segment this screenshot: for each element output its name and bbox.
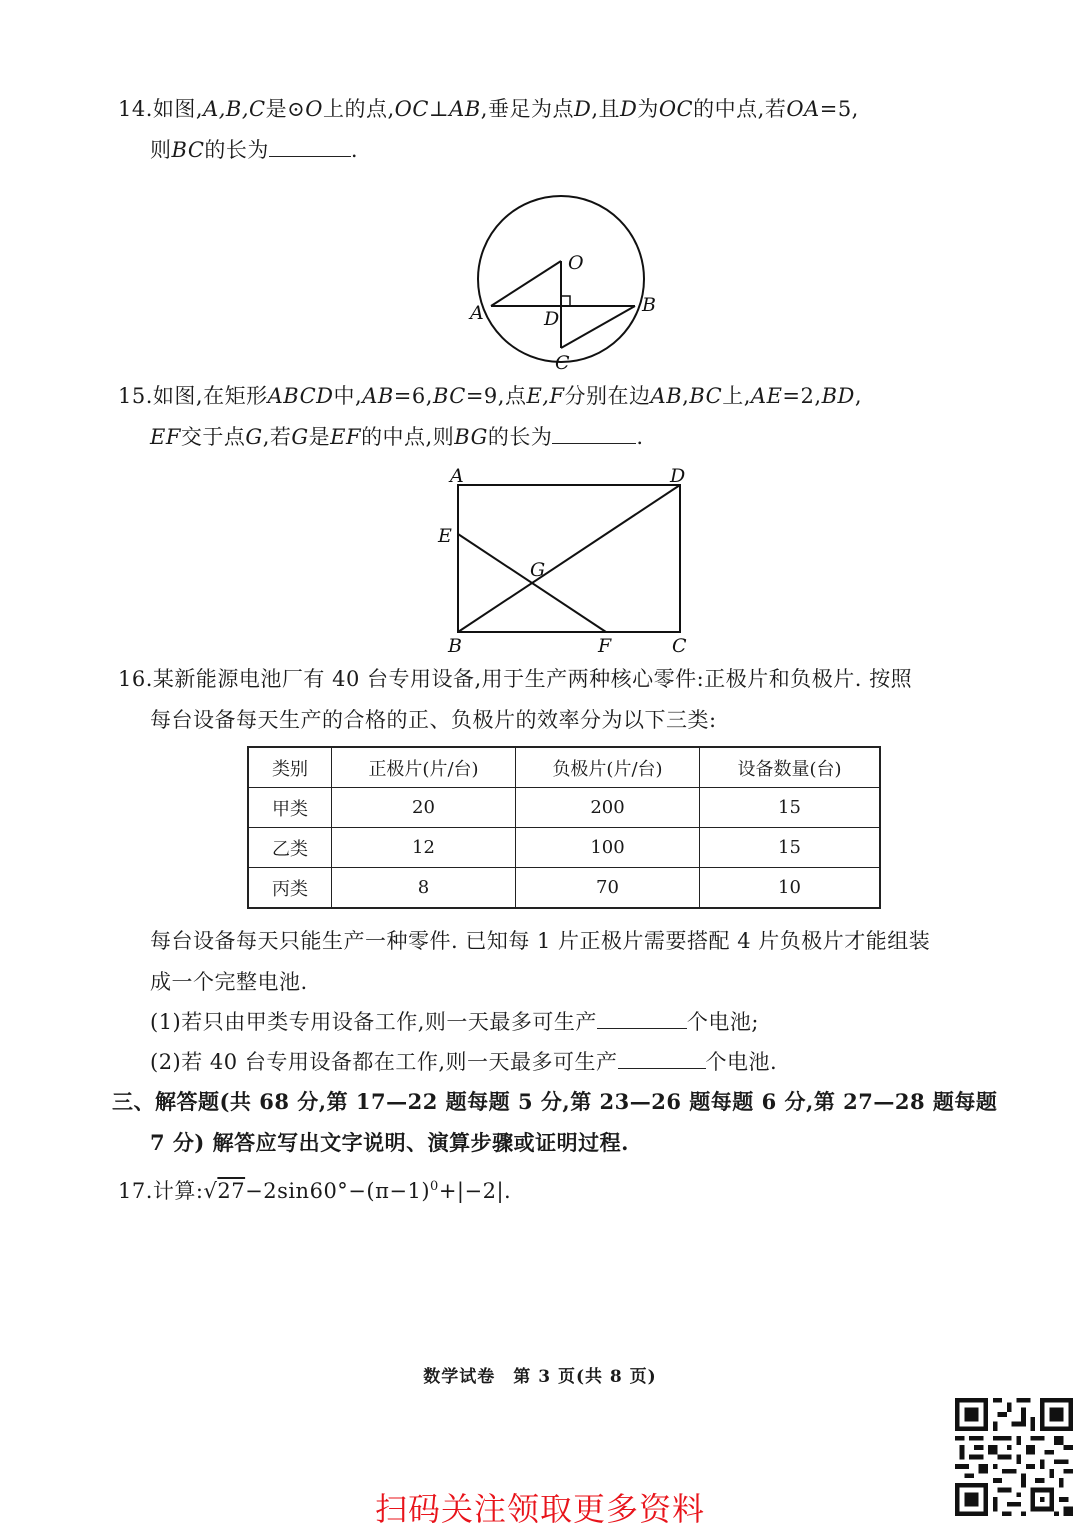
q16-line-2: 每台设备每天生产的合格的正、负极片的效率分为以下三类: <box>150 708 717 732</box>
q14-circle-figure <box>460 180 680 380</box>
q16-sub1-answer-blank[interactable] <box>597 1008 687 1029</box>
efficiency-table <box>247 746 881 909</box>
q14-line-1: 14.如图,A,B,C是⊙O上的点,OC⊥AB,垂足为点D,且D为OC的中点,若OA=5, <box>118 97 859 121</box>
header-cell: 类别 <box>248 747 332 788</box>
label-c: C <box>555 352 570 374</box>
table-cell: 12 <box>332 828 516 868</box>
table-row <box>248 788 880 828</box>
table-cell: 乙类 <box>248 828 332 868</box>
table-cell: 15 <box>700 828 881 868</box>
q16-line-4: 成一个完整电池. <box>150 970 308 994</box>
table-cell: 8 <box>332 868 516 909</box>
q16-sub-2: (2)若 40 台专用设备都在工作,则一天最多可生产 个电池. <box>150 1050 778 1074</box>
q14-answer-blank[interactable] <box>269 136 351 157</box>
sqrt-sign-icon: √ <box>203 1179 218 1203</box>
section-3-heading: 三、解答题(共 68 分,第 17—22 题每题 5 分,第 23—26 题每题 6 分,第 27—28 题每题 <box>112 1089 998 1114</box>
section-3-instructions: 7 分) 解答应写出文字说明、演算步骤或证明过程. <box>150 1130 629 1155</box>
segment-oa <box>491 261 561 306</box>
q15-rectangle-figure <box>430 460 700 660</box>
promo-text: 扫码关注领取更多资料 <box>374 1490 705 1528</box>
q14-number: 14. <box>118 97 153 121</box>
label-a: A <box>470 302 484 324</box>
q16-line-3: 每台设备每天只能生产一种零件. 已知每 1 片正极片需要搭配 4 片负极片才能组装 <box>150 929 931 953</box>
label-d: D <box>544 308 560 330</box>
segment-bc <box>561 306 635 348</box>
label-a: A <box>450 465 464 487</box>
q16-number: 16. <box>118 667 153 691</box>
q14-line-2: 则BC的长为 . <box>150 138 359 162</box>
q17-line: 17.计算$:√27-2\sin 60^\circ-(\pi-1)^0+|-2|$. <box>118 1179 512 1203</box>
label-d: D <box>670 465 686 487</box>
table-cell: 10 <box>700 868 881 909</box>
table-cell: 200 <box>516 788 700 828</box>
diagonal-bd <box>458 485 680 632</box>
q17-number: 17. <box>118 1179 153 1203</box>
label-g: G <box>530 559 546 581</box>
q15-answer-blank[interactable] <box>552 423 636 444</box>
page-footer: 数学试卷 第 3 页(共 8 页) <box>423 1367 657 1387</box>
right-angle-mark <box>561 296 570 306</box>
table-header-row <box>248 747 880 788</box>
label-b: B <box>448 635 462 657</box>
label-f: F <box>598 635 612 657</box>
table-cell: 70 <box>516 868 700 909</box>
header-cell: 负极片(片/台) <box>516 747 700 788</box>
label-o: O <box>568 252 584 274</box>
table-row <box>248 868 880 909</box>
table-cell: 丙类 <box>248 868 332 909</box>
q15-line-1: 15.如图,在矩形ABCD中,AB=6,BC=9,点E,F分别在边AB,BC上,AE=2,BD, <box>118 384 863 408</box>
table-cell: 甲类 <box>248 788 332 828</box>
q15-number: 15. <box>118 384 153 408</box>
label-e: E <box>438 525 452 547</box>
table-cell: 100 <box>516 828 700 868</box>
q16-line-1: 16.某新能源电池厂有 40 台专用设备,用于生产两种核心零件:正极片和负极片. 按照 <box>118 667 913 691</box>
table-cell: 20 <box>332 788 516 828</box>
table-cell: 15 <box>700 788 881 828</box>
header-cell: 设备数量(台) <box>700 747 881 788</box>
q16-sub2-answer-blank[interactable] <box>618 1048 706 1069</box>
label-c: C <box>672 635 687 657</box>
header-cell: 正极片(片/台) <box>332 747 516 788</box>
label-b: B <box>642 294 656 316</box>
table-row <box>248 828 880 868</box>
q15-line-2: EF交于点G,若G是EF的中点,则BG的长为 . <box>150 425 644 449</box>
q16-sub-1: (1)若只由甲类专用设备工作,则一天最多可生产 个电池; <box>150 1010 759 1034</box>
